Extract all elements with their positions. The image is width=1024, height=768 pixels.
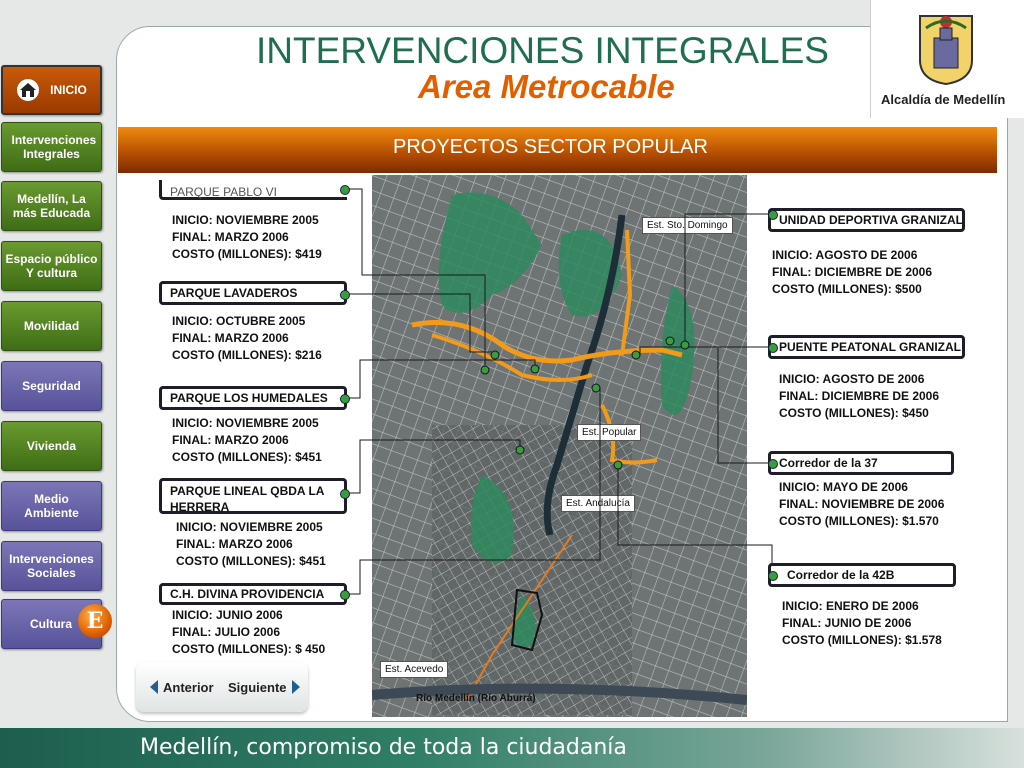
project-info-parque-lineal: INICIO: NOVIEMBRE 2005 FINAL: MARZO 2006 COSTO (MILLONES): $451: [176, 520, 326, 568]
project-label-puente-peatonal[interactable]: PUENTE PEATONAL GRANIZAL: [768, 335, 965, 359]
map-label-andalucia: Est. Andalucía: [561, 495, 635, 512]
project-dot: [768, 459, 778, 469]
footer-slogan: Medellín, compromiso de toda la ciudadanía: [140, 735, 627, 760]
project-info-parque-los-humedales: INICIO: NOVIEMBRE 2005 FINAL: MARZO 2006 COSTO (MILLONES): $451: [172, 416, 322, 464]
project-label-parque-los-humedales[interactable]: PARQUE LOS HUMEDALES: [159, 386, 347, 410]
project-info-divina-providencia: INICIO: JUNIO 2006 FINAL: JULIO 2006 COSTO (MILLONES): $ 450: [172, 608, 326, 656]
project-dot: [340, 489, 350, 499]
project-info-puente-peatonal: INICIO: AGOSTO DE 2006 FINAL: DICIEMBRE DE 2006 COSTO (MILLONES): $450: [779, 372, 940, 420]
map-label-sto-domingo: Est. Sto. Domingo: [642, 217, 733, 234]
project-label-unidad-deportiva-granizal[interactable]: UNIDAD DEPORTIVA GRANIZAL: [768, 208, 965, 232]
nav-item-intervenciones-integrales[interactable]: Intervenciones Integrales: [1, 122, 102, 172]
page-title: INTERVENCIONES INTEGRALES: [256, 30, 829, 71]
nav-item-medellin-educada[interactable]: Medellín, La más Educada: [1, 181, 102, 231]
project-label-corredor-37[interactable]: Corredor de la 37: [768, 451, 954, 475]
logo-text: Alcaldía de Medellín: [881, 92, 1006, 107]
map-label-acevedo: Est. Acevedo: [380, 661, 448, 678]
project-dot: [768, 571, 778, 581]
project-info-parque-lavaderos: INICIO: OCTUBRE 2005 FINAL: MARZO 2006 COSTO (MILLONES): $216: [172, 314, 322, 362]
project-dot: [340, 185, 350, 195]
arrow-right-icon: [292, 680, 300, 694]
arrow-left-icon: [150, 680, 158, 694]
nav-item-vivienda[interactable]: Vivienda: [1, 421, 102, 471]
page-subtitle: Area Metrocable: [418, 68, 675, 105]
project-dot: [768, 343, 778, 353]
nav-item-movilidad[interactable]: Movilidad: [1, 301, 102, 351]
nav-home-label: INICIO: [50, 83, 87, 97]
nav-item-cultura[interactable]: Cultura: [1, 599, 102, 649]
map-label-popular: Est. Popular: [577, 424, 641, 441]
footer-bar: [0, 728, 1024, 768]
banner-title: PROYECTOS SECTOR POPULAR: [393, 136, 708, 158]
project-label-corredor-42b[interactable]: Corredor de la 42B: [768, 563, 956, 587]
project-info-corredor-42b: INICIO: ENERO DE 2006 FINAL: JUNIO DE 2006 COSTO (MILLONES): $1.578: [782, 599, 942, 647]
project-info-parque-pablo-vi: INICIO: NOVIEMBRE 2005 FINAL: MARZO 2006 COSTO (MILLONES): $419: [172, 213, 322, 261]
next-button[interactable]: Siguiente: [228, 674, 300, 700]
project-info-unidad-deportiva: INICIO: AGOSTO DE 2006 FINAL: DICIEMBRE DE 2006 COSTO (MILLONES): $500: [772, 248, 933, 296]
nav-item-intervenciones-sociales[interactable]: Intervenciones Sociales: [1, 541, 102, 591]
project-label-parque-lineal[interactable]: PARQUE LINEAL QBDA LA HERRERA: [159, 478, 347, 514]
nav-item-seguridad[interactable]: Seguridad: [1, 361, 102, 411]
project-label-parque-pablo-vi[interactable]: PARQUE PABLO VI: [159, 180, 347, 200]
map-label-rio: Río Medellín (Río Aburrá): [416, 693, 536, 704]
project-dot: [340, 394, 350, 404]
project-info-corredor-37: INICIO: MAYO DE 2006 FINAL: NOVIEMBRE DE 2006 COSTO (MILLONES): $1.570: [779, 480, 945, 528]
project-dot: [768, 210, 778, 220]
nav-item-espacio-publico[interactable]: Espacio público Y cultura: [1, 241, 102, 291]
project-label-divina-providencia[interactable]: C.H. DIVINA PROVIDENCIA: [159, 583, 347, 605]
project-dot: [340, 290, 350, 300]
cultura-logo-icon: E: [78, 604, 112, 638]
project-label-parque-lavaderos[interactable]: PARQUE LAVADEROS: [159, 281, 347, 305]
project-dot: [340, 590, 350, 600]
nav-item-medio-ambiente[interactable]: Medio Ambiente: [1, 481, 102, 531]
previous-button[interactable]: Anterior: [150, 674, 214, 700]
